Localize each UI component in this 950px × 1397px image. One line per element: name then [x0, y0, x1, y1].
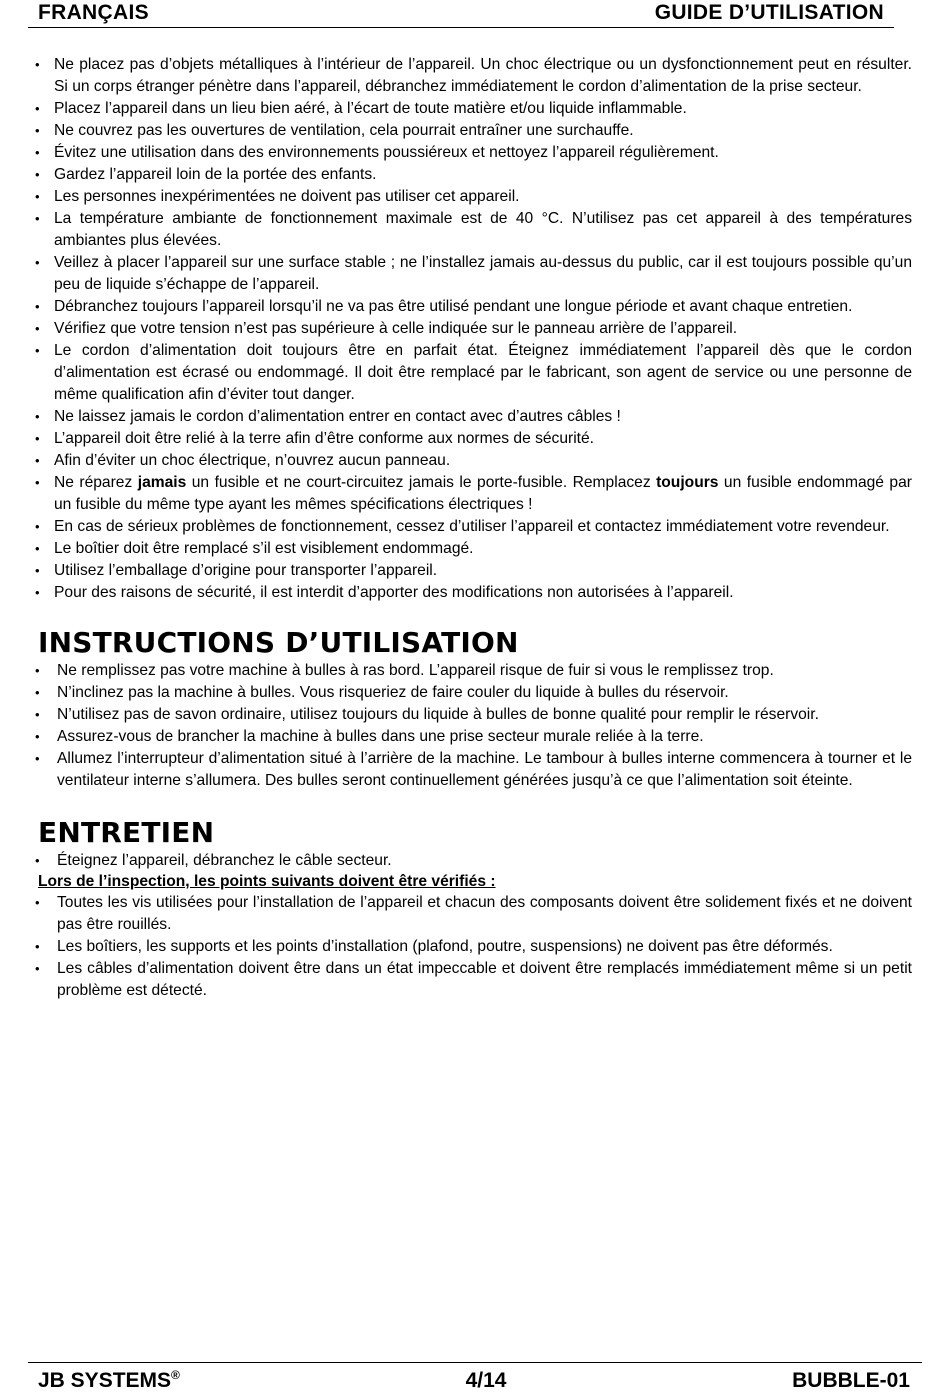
bullet-icon: • [35, 519, 40, 534]
bullet-icon: • [35, 145, 40, 160]
bullet-icon: • [35, 101, 40, 116]
list-item: • Gardez l’appareil loin de la portée des enfants. [38, 164, 912, 186]
list-item: • N’utilisez pas de savon ordinaire, utilisez toujours du liquide à bulles de bonne qualité pour remplir le réservoir. [38, 704, 912, 726]
model-name: BUBBLE-01 [792, 1368, 910, 1392]
list-item: • Évitez une utilisation dans des environnements poussiéreux et nettoyez l’appareil régulièrement. [38, 142, 912, 164]
bullet-icon: • [35, 541, 40, 556]
bullet-icon: • [35, 563, 40, 578]
bullet-icon: • [35, 853, 40, 868]
bullet-icon: • [35, 167, 40, 182]
list-item: • Éteignez l’appareil, débranchez le câble secteur. [38, 850, 912, 872]
inspection-note: Lors de l’inspection, les points suivants doivent être vérifiés : [38, 873, 496, 890]
page-number: 4/14 [465, 1368, 507, 1392]
list-item: • Veillez à placer l’appareil sur une surface stable ; ne l’installez jamais au-dessus du public, car il est toujours possible qu’un peu de liquide s’échappe de l’appareil. [35, 254, 912, 293]
list-item: • Utilisez l’emballage d’origine pour transporter l’appareil. [38, 560, 912, 582]
bullet-icon: • [35, 939, 40, 954]
maintenance-first-list [35, 850, 912, 872]
list-item: • Le boîtier doit être remplacé s’il est visiblement endommagé. [38, 538, 912, 560]
bullet-icon: • [35, 431, 40, 446]
header-guide-title: GUIDE D’UTILISATION [654, 1, 884, 24]
list-item: • Ne laissez jamais le cordon d’alimentation entrer en contact avec d’autres câbles ! [38, 406, 912, 428]
bullet-icon: • [35, 299, 40, 314]
list-item: • Toutes les vis utilisées pour l’installation de l’appareil et chacun des composants doivent être solidement fixés et ne doivent pas être rouillés. [35, 894, 912, 933]
instructions-heading: INSTRUCTIONS D’UTILISATION [38, 626, 519, 659]
bullet-icon: • [35, 685, 40, 700]
bullet-icon: • [35, 189, 40, 204]
list-item: • Débranchez toujours l’appareil lorsqu’il ne va pas être utilisé pendant une longue période et avant chaque entretien. [38, 296, 912, 318]
list-item: • Afin d’éviter un choc électrique, n’ouvrez aucun panneau. [38, 450, 912, 472]
bullet-icon: • [35, 475, 40, 490]
bullet-icon: • [35, 57, 40, 72]
list-item: • Allumez l’interrupteur d’alimentation situé à l’arrière de la machine. Le tambour à bulles interne commencera à tourner et le ventilateur interne s’allumera. Des bulles seront continuellement générées jusqu’à ce que l’alimentation soit éteinte. [35, 750, 912, 789]
bullet-icon: • [35, 895, 40, 910]
list-item: • Pour des raisons de sécurité, il est interdit d’apporter des modifications non autorisées à l’appareil. [38, 582, 912, 604]
bullet-icon: • [35, 343, 40, 358]
list-item: • Assurez-vous de brancher la machine à bulles dans une prise secteur murale reliée à la terre. [38, 726, 912, 748]
list-item: • Ne réparez jamais un fusible et ne court-circuitez jamais le porte-fusible. Remplacez toujours un fusible endommagé par un fusible du même type ayant les mêmes spécifications électriques ! [35, 474, 912, 513]
list-item: • Placez l’appareil dans un lieu bien aéré, à l’écart de toute matière et/ou liquide inflammable. [38, 98, 912, 120]
bullet-icon: • [35, 409, 40, 424]
list-item: • Vérifiez que votre tension n’est pas supérieure à celle indiquée sur le panneau arrière de l’appareil. [38, 318, 912, 340]
bullet-icon: • [35, 663, 40, 678]
page-header [28, 0, 894, 28]
bullet-icon: • [35, 961, 40, 976]
safety-list [35, 54, 912, 604]
page-footer [28, 1362, 922, 1394]
maintenance-list [35, 892, 912, 1002]
page-content [35, 54, 912, 1002]
bullet-icon: • [35, 123, 40, 138]
list-item: • Ne couvrez pas les ouvertures de ventilation, cela pourrait entraîner une surchauffe. [38, 120, 912, 142]
list-item: • Ne placez pas d’objets métalliques à l’intérieur de l’appareil. Un choc électrique ou un dysfonctionnement peut en résulter. Si un corps étranger pénètre dans l’appareil, débranchez immédiatement le cordon d’alimentation de la prise secteur. [35, 56, 912, 95]
list-item: • L’appareil doit être relié à la terre afin d’être conforme aux normes de sécurité. [38, 428, 912, 450]
instructions-list [35, 660, 912, 792]
list-item: • N’inclinez pas la machine à bulles. Vous risqueriez de faire couler du liquide à bulles du réservoir. [38, 682, 912, 704]
bullet-icon: • [35, 453, 40, 468]
header-language: FRANÇAIS [38, 1, 149, 24]
bullet-icon: • [35, 211, 40, 226]
list-item: • Le cordon d’alimentation doit toujours être en parfait état. Éteignez immédiatement l’appareil dès que le cordon d’alimentation est écrasé ou endommagé. Il doit être remplacé par le fabricant, son agent de service ou une personne de même qualification afin d’éviter tout danger. [35, 342, 912, 403]
list-item: • Les personnes inexpérimentées ne doivent pas utiliser cet appareil. [38, 186, 912, 208]
footer-brand: JB SYSTEMS® [38, 1367, 180, 1392]
maintenance-heading: ENTRETIEN [38, 816, 215, 849]
list-item: • La température ambiante de fonctionnement maximale est de 40 °C. N’utilisez pas cet appareil à des températures ambiantes plus élevées. [35, 210, 912, 249]
list-item: • Ne remplissez pas votre machine à bulles à ras bord. L’appareil risque de fuir si vous le remplissez trop. [38, 660, 912, 682]
bullet-icon: • [35, 751, 40, 766]
bullet-icon: • [35, 707, 40, 722]
bullet-icon: • [35, 585, 40, 600]
bullet-icon: • [35, 321, 40, 336]
list-item: • En cas de sérieux problèmes de fonctionnement, cessez d’utiliser l’appareil et contactez immédiatement votre revendeur. [38, 516, 912, 538]
bullet-icon: • [35, 255, 40, 270]
registered-mark: ® [171, 1367, 180, 1382]
list-item: • Les câbles d’alimentation doivent être dans un état impeccable et doivent être remplacés immédiatement même si un petit problème est détecté. [35, 960, 912, 999]
list-item: • Les boîtiers, les supports et les points d’installation (plafond, poutre, suspensions) ne doivent pas être déformés. [38, 936, 912, 958]
bullet-icon: • [35, 729, 40, 744]
